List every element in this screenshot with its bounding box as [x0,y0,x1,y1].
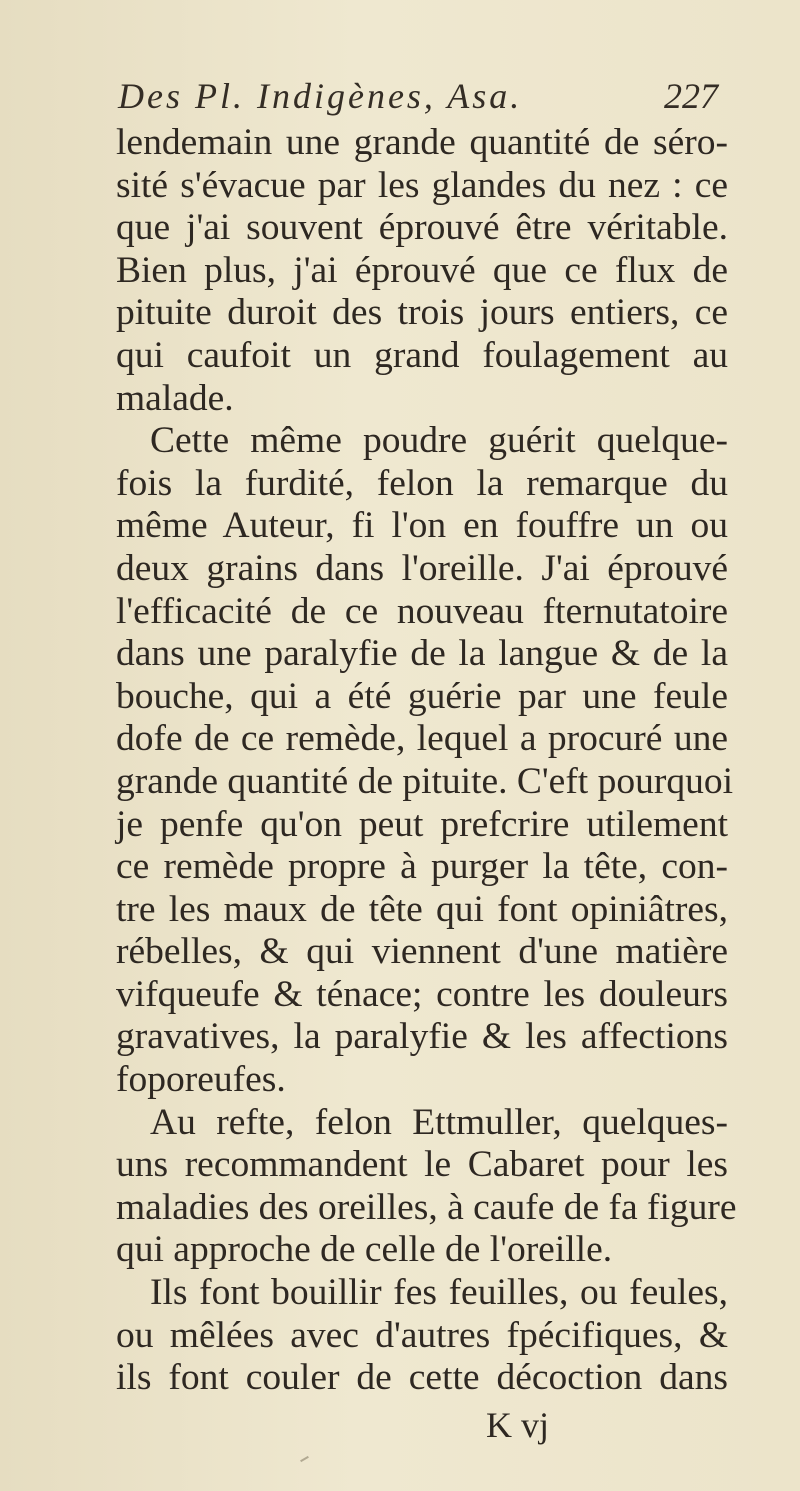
text-line: fois la furdité, felon la remarque du [116,462,728,504]
text-line: que j'ai souvent éprouvé être véritable. [116,207,728,249]
text-line: je penfe qu'on peut prefcrire utilement [116,803,728,845]
text-line: grande quantité de pituite. C'eft pourquoi [116,760,734,802]
text-line: ce remède propre à purger la tête, con- [116,846,728,888]
text-line: l'efficacité de ce nouveau fternutatoire [116,590,728,632]
body-text [116,122,737,1400]
text-line: sité s'évacue par les glandes du nez : ce [116,164,728,206]
text-line: même Auteur, fi l'on en fouffre un ou [116,505,728,547]
text-line: qui approche de celle de l'oreille. [116,1229,613,1271]
text-line: Au refte, felon Ettmuller, quelques- [150,1101,728,1143]
text-line: malade. [116,377,234,419]
text-line: bouche, qui a été guérie par une feule [116,675,728,717]
text-line: gravatives, la paralyfie & les affections [116,1016,728,1058]
page-header [118,75,718,127]
text-line: dans une paralyfie de la langue & de la [116,633,728,675]
text-line: ou mêlées avec d'autres fpécifiques, & [116,1314,728,1356]
text-line: Bien plus, j'ai éprouvé que ce flux de [116,249,728,291]
text-line: deux grains dans l'oreille. J'ai éprouvé [116,547,728,589]
text-line: tre les maux de tête qui font opiniâtres, [116,888,728,930]
text-line: dofe de ce remède, lequel a procuré une [116,718,728,760]
text-line: foporeufes. [116,1059,286,1101]
paper-speck [300,1456,309,1462]
text-line: rébelles, & qui viennent d'une matière [116,931,728,973]
text-line: lendemain une grande quantité de séro- [116,122,728,163]
text-line: Ils font bouillir fes feuilles, ou feules, [150,1272,728,1314]
page-number: 227 [664,76,718,116]
text-line: ils font couler de cette décoction dans [116,1357,728,1399]
text-line: uns recommandent le Cabaret pour les [116,1144,728,1186]
running-head: Des Pl. Indigènes, Asa. [118,76,523,116]
text-line: qui caufoit un grand foulagement au [116,334,728,376]
text-line: maladies des oreilles, à caufe de fa figure [116,1186,737,1228]
text-line: vifqueufe & ténace; contre les douleurs [116,973,728,1015]
text-line: pituite duroit des trois jours entiers, ce [116,292,728,334]
catchword: K vj [486,1405,549,1445]
text-line: Cette même poudre guérit quelque- [150,420,728,462]
